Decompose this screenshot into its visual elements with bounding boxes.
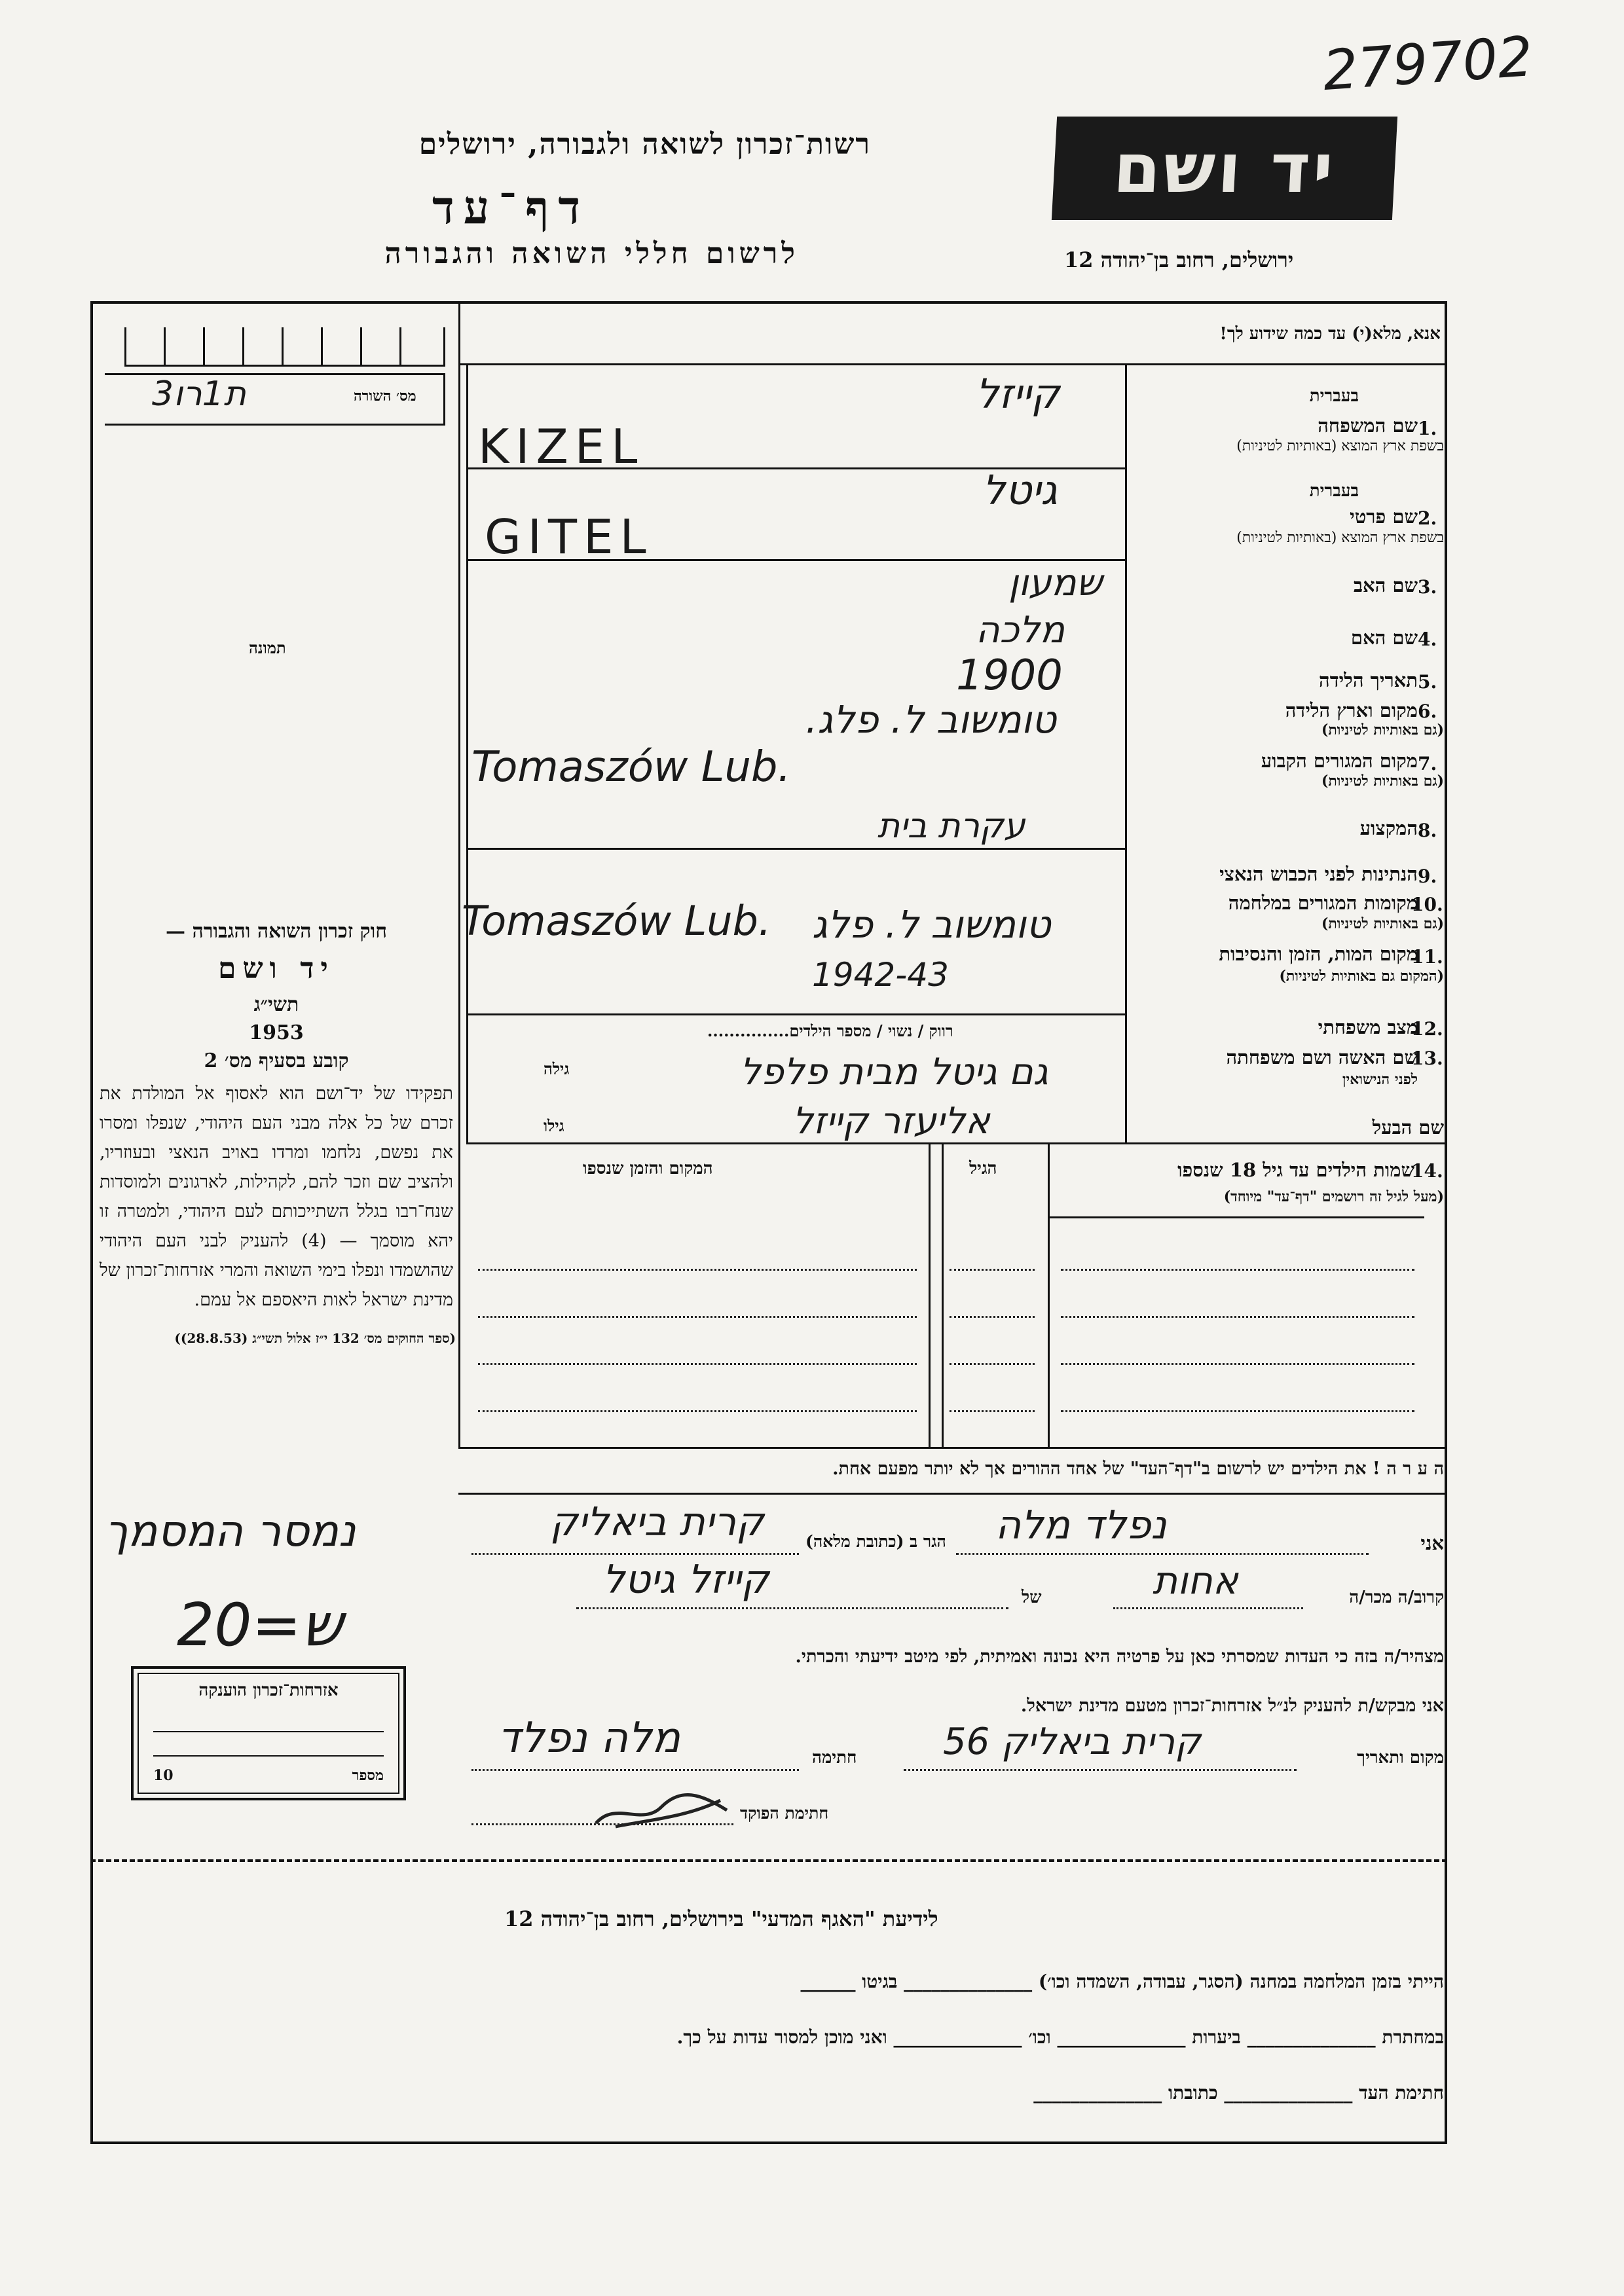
value-husband[interactable]: אליעזר קייזל	[792, 1100, 990, 1142]
children-row-line	[1061, 1316, 1414, 1318]
declarant-of-label: של	[1022, 1588, 1042, 1607]
archive-number: 279702	[1320, 24, 1535, 103]
children-age-line	[950, 1363, 1035, 1365]
stamp-title: אזרחות־זכרון הוענקה	[198, 1681, 339, 1700]
children-table-top	[466, 1142, 1447, 1144]
law-year-heb: תשי״ג	[253, 993, 299, 1016]
signature[interactable]: מלה נפלד	[498, 1714, 680, 1762]
field-sub-maiden: לפני הנישואין	[1342, 1071, 1418, 1088]
field-sub-latin: (המקום גם באותיות לטיניות)	[1279, 968, 1444, 985]
declarant-of-name[interactable]: קייזל גיטל	[602, 1557, 769, 1603]
field-sub-latin: בשפת ארץ המוצא (באותיות לטיניות)	[1236, 438, 1444, 454]
address: ירושלים, רחוב בן־יהודה 12	[1064, 247, 1294, 272]
value-surname-hebrew[interactable]: קייזל	[976, 370, 1060, 418]
field-number: 3.	[1418, 576, 1437, 598]
value-surname-latin[interactable]: KIZEL	[478, 419, 644, 474]
declarant-name[interactable]: נפלד מלה	[995, 1503, 1167, 1548]
signature-line	[471, 1769, 799, 1771]
authority-name: רשות־זכרון לשואה ולגבורה, ירושלים	[418, 128, 871, 161]
logo-text: יד ושם	[1111, 128, 1338, 208]
declarant-i-label: אני	[1420, 1532, 1444, 1554]
children-place-line	[478, 1316, 917, 1318]
bottom-heading: לידיעת "האגף המדעי" בירושלים, רחוב בן־יהודה 12	[504, 1906, 938, 1931]
children-place-line	[478, 1363, 917, 1365]
field-label-husband: שם הבעל	[1372, 1116, 1444, 1139]
field-number: 9.	[1418, 866, 1437, 887]
field-label-profession: המקצוע	[1359, 817, 1418, 839]
children-col-divider	[1048, 1142, 1050, 1447]
file-number-value: 3ת1רו	[152, 374, 246, 414]
officer-signature-scribble	[589, 1787, 733, 1833]
field-number: 6.	[1418, 701, 1437, 722]
law-year: 1953	[249, 1021, 304, 1044]
field-sub-latin: (גם באותיות לטיניות)	[1321, 773, 1444, 790]
field-number: 13.	[1411, 1048, 1443, 1069]
value-wife[interactable]: גם גיטל מבית פלפל	[740, 1051, 1048, 1093]
law-source: (ספר החוקים מס׳ 132 י״ז אלול תשי״ג (28.8.53))	[174, 1330, 456, 1346]
field-label-surname: שם המשפחה	[1318, 414, 1418, 437]
field-label-birth-place: מקום וארץ הלידה	[1285, 699, 1418, 721]
form-subtitle: לרשום חללי השואה והגבורה	[384, 237, 799, 270]
field-number: 12.	[1411, 1018, 1443, 1040]
declarant-relation-label: קרוב/ה מכר/ה	[1349, 1588, 1444, 1607]
value-father[interactable]: שמעון	[1008, 562, 1103, 604]
value-first-name-hebrew[interactable]: גיטל	[982, 466, 1058, 514]
declarant-name-line	[956, 1553, 1369, 1555]
wife-age-label: גילה	[544, 1059, 570, 1078]
law-title: חוק זכרון השואה והגבורה —	[166, 920, 387, 943]
children-col-age: הגיל	[969, 1159, 997, 1178]
stamp-number-label: מספר	[352, 1767, 384, 1784]
row-divider	[466, 848, 1125, 850]
husband-age-label: גילו	[544, 1116, 564, 1135]
law-block	[97, 920, 456, 1347]
field-number: 14.	[1411, 1160, 1443, 1182]
field-label-mother: שם האם	[1350, 627, 1418, 649]
children-age-line	[950, 1316, 1035, 1318]
children-row-line	[1061, 1363, 1414, 1365]
children-title: שמות הילדים עד גיל 18 שנספו	[1177, 1159, 1414, 1181]
handwritten-code: ש=20	[177, 1591, 343, 1660]
value-marital[interactable]: רווק / נשוי / מספר הילדים...............	[707, 1021, 953, 1040]
value-birth-date[interactable]: 1900	[956, 651, 1063, 700]
field-number: 11.	[1411, 946, 1443, 968]
place-date[interactable]: קרית ביאליק 56	[943, 1721, 1201, 1763]
form-title: דף־עד	[432, 180, 590, 234]
children-place-line	[478, 1410, 917, 1412]
value-death-date[interactable]: 1942-43	[812, 956, 949, 994]
bottom-line-3: חתימת העד ______________ כתובתו ______________	[1033, 2082, 1444, 2104]
field-number: 10.	[1411, 894, 1443, 915]
field-label-death: מקום המות, הזמן והנסיבות	[1219, 943, 1418, 965]
children-col-divider	[942, 1142, 944, 1447]
field-sub-latin: (גם באותיות לטיניות)	[1321, 915, 1444, 932]
place-date-label: מקום ותאריך	[1357, 1748, 1444, 1768]
intro-instruction: אנא, מלא(י) עד כמה שידוע לך!	[1219, 324, 1441, 344]
law-text: תפקידו של יד־ושם הוא לאסוף אל המולדת את זכרם של כל אלה מבני העם היהודי, שנפלו ומסרו את נפשם, נלחמו ומרדו באויב הנאצי ובעוזריו, ולהציב שם וזכר להם, לקהילות, לארגונים ולמוסדות שנח־רבו בגלל השתייכותם לעם היהודי, ולמטרה זו יהא מוסמך — (4) להעניק לבני העם היהודי שהושמדו ונפלו בימי השואה והמרי אזרחות־זכרון של מדינת ישראל לאות היאספם אל עמם.	[100, 1084, 453, 1310]
field-label-birth-date: תאריך הלידה	[1319, 669, 1418, 691]
file-number-ticks	[124, 327, 445, 367]
children-col-place: המקום והזמן שנספו	[583, 1159, 713, 1178]
field-sub-latin: בשפת ארץ המוצא (באותיות לטיניות)	[1236, 530, 1444, 546]
row-divider	[466, 1013, 1125, 1015]
children-age-line	[950, 1269, 1035, 1271]
note-rule-top	[458, 1447, 1447, 1449]
declarant-relation[interactable]: אחות	[1153, 1558, 1238, 1603]
children-row-line	[1061, 1410, 1414, 1412]
field-tag-hebrew: בעברית	[1309, 386, 1359, 406]
field-label-residence: מקום המגורים הקבוע	[1261, 750, 1418, 772]
note-rule-bottom	[458, 1493, 1447, 1495]
declarant-address-label: הגר ב (כתובת מלאה)	[805, 1532, 946, 1551]
value-first-name-latin[interactable]: GITEL	[485, 509, 653, 564]
children-place-line	[478, 1269, 917, 1271]
value-birth-place[interactable]: טומשוב ל. פלג.	[805, 697, 1057, 742]
left-column-divider	[458, 301, 460, 1447]
field-label-wife: שם האשה ושם משפחתה	[1226, 1046, 1418, 1068]
citizenship-stamp	[131, 1666, 406, 1800]
field-number: 1.	[1418, 418, 1437, 439]
value-residence[interactable]: Tomaszów Lub.	[471, 743, 791, 792]
note-text: ה ע ר ה ! את הילדים יש לרשום ב"דף־העד" של אחד ההורים אך לא יותר מפעם אחת.	[832, 1459, 1444, 1479]
value-wartime-residence-latin[interactable]: Tomaszów Lub.	[462, 897, 771, 945]
officer-signature-label: חתימת הפוקד	[740, 1804, 829, 1823]
declaration-text: מצהיר/ה בזה כי העדות שמסרתי כאן על פרטיה היא נכונה ואמיתית, לפי מיטב ידיעתי והכרתי.	[795, 1647, 1444, 1667]
dashed-divider	[90, 1859, 1447, 1862]
value-wartime-residence[interactable]: טומשוב ל. פלג	[812, 902, 1051, 947]
children-age-line	[950, 1410, 1035, 1412]
yad-vashem-logo	[1052, 117, 1397, 220]
declarant-address-line	[471, 1553, 799, 1555]
signature-label: חתימה	[812, 1748, 857, 1768]
intro-divider	[458, 363, 1447, 365]
field-label-father: שם האב	[1353, 574, 1418, 596]
request-text: אני מבקש/ת להעניק לנ״ל אזרחות־זכרון מטעם מדינת ישראל.	[1020, 1696, 1444, 1716]
children-header-rule	[1048, 1216, 1424, 1218]
field-number: 7.	[1418, 753, 1437, 774]
photo-label: תמונה	[249, 638, 286, 657]
place-date-line	[904, 1769, 1297, 1771]
field-label-marital: מצב משפחתי	[1318, 1016, 1418, 1038]
law-clause: קובע בסעיף מס׳ 2	[204, 1049, 349, 1072]
bottom-line-2: במחתרת ______________ ביערות ______________ וכו׳ ______________ ואני מוכן למסור עדות על כך.	[676, 2026, 1444, 2048]
field-number: 8.	[1418, 820, 1437, 841]
field-tag-hebrew: בעברית	[1309, 481, 1359, 501]
field-label-citizenship: הנתינות לפני הכבוש הנאצי	[1219, 863, 1418, 885]
field-sub-latin: (גם באותיות לטיניות)	[1321, 721, 1444, 738]
children-row-line	[1061, 1269, 1414, 1271]
field-number: 5.	[1418, 671, 1437, 693]
field-label-wartime-residence: מקומות המגורים במלחמה	[1228, 892, 1418, 914]
label-column-divider	[1125, 363, 1127, 1142]
children-col-divider	[929, 1142, 931, 1447]
field-label-first-name: שם פרטי	[1350, 505, 1418, 528]
children-sub: (מעל לגיל זה רושמים "דף־עד" מיוחד)	[1223, 1188, 1444, 1205]
declarant-relation-line	[1113, 1607, 1303, 1609]
bottom-line-1: הייתי בזמן המלחמה במחנה (הסגר, עבודה, השמדה וכו׳) ______________ בגיטו ______	[800, 1971, 1444, 1992]
value-profession[interactable]: עקרת בית	[877, 807, 1025, 846]
stamp-suffix: 10	[153, 1767, 174, 1784]
file-number-label: מס׳ השורה	[354, 388, 416, 405]
declarant-address[interactable]: קרית ביאליק	[550, 1499, 764, 1545]
value-mother[interactable]: מלכה	[976, 609, 1065, 651]
declarant-of-line	[576, 1607, 1008, 1609]
handwritten-note: נמסר המסמך	[105, 1506, 356, 1556]
field-number: 4.	[1418, 629, 1437, 650]
value-column-left	[466, 363, 468, 1142]
field-number: 2.	[1418, 507, 1437, 529]
law-name: יד ושם	[218, 952, 335, 985]
